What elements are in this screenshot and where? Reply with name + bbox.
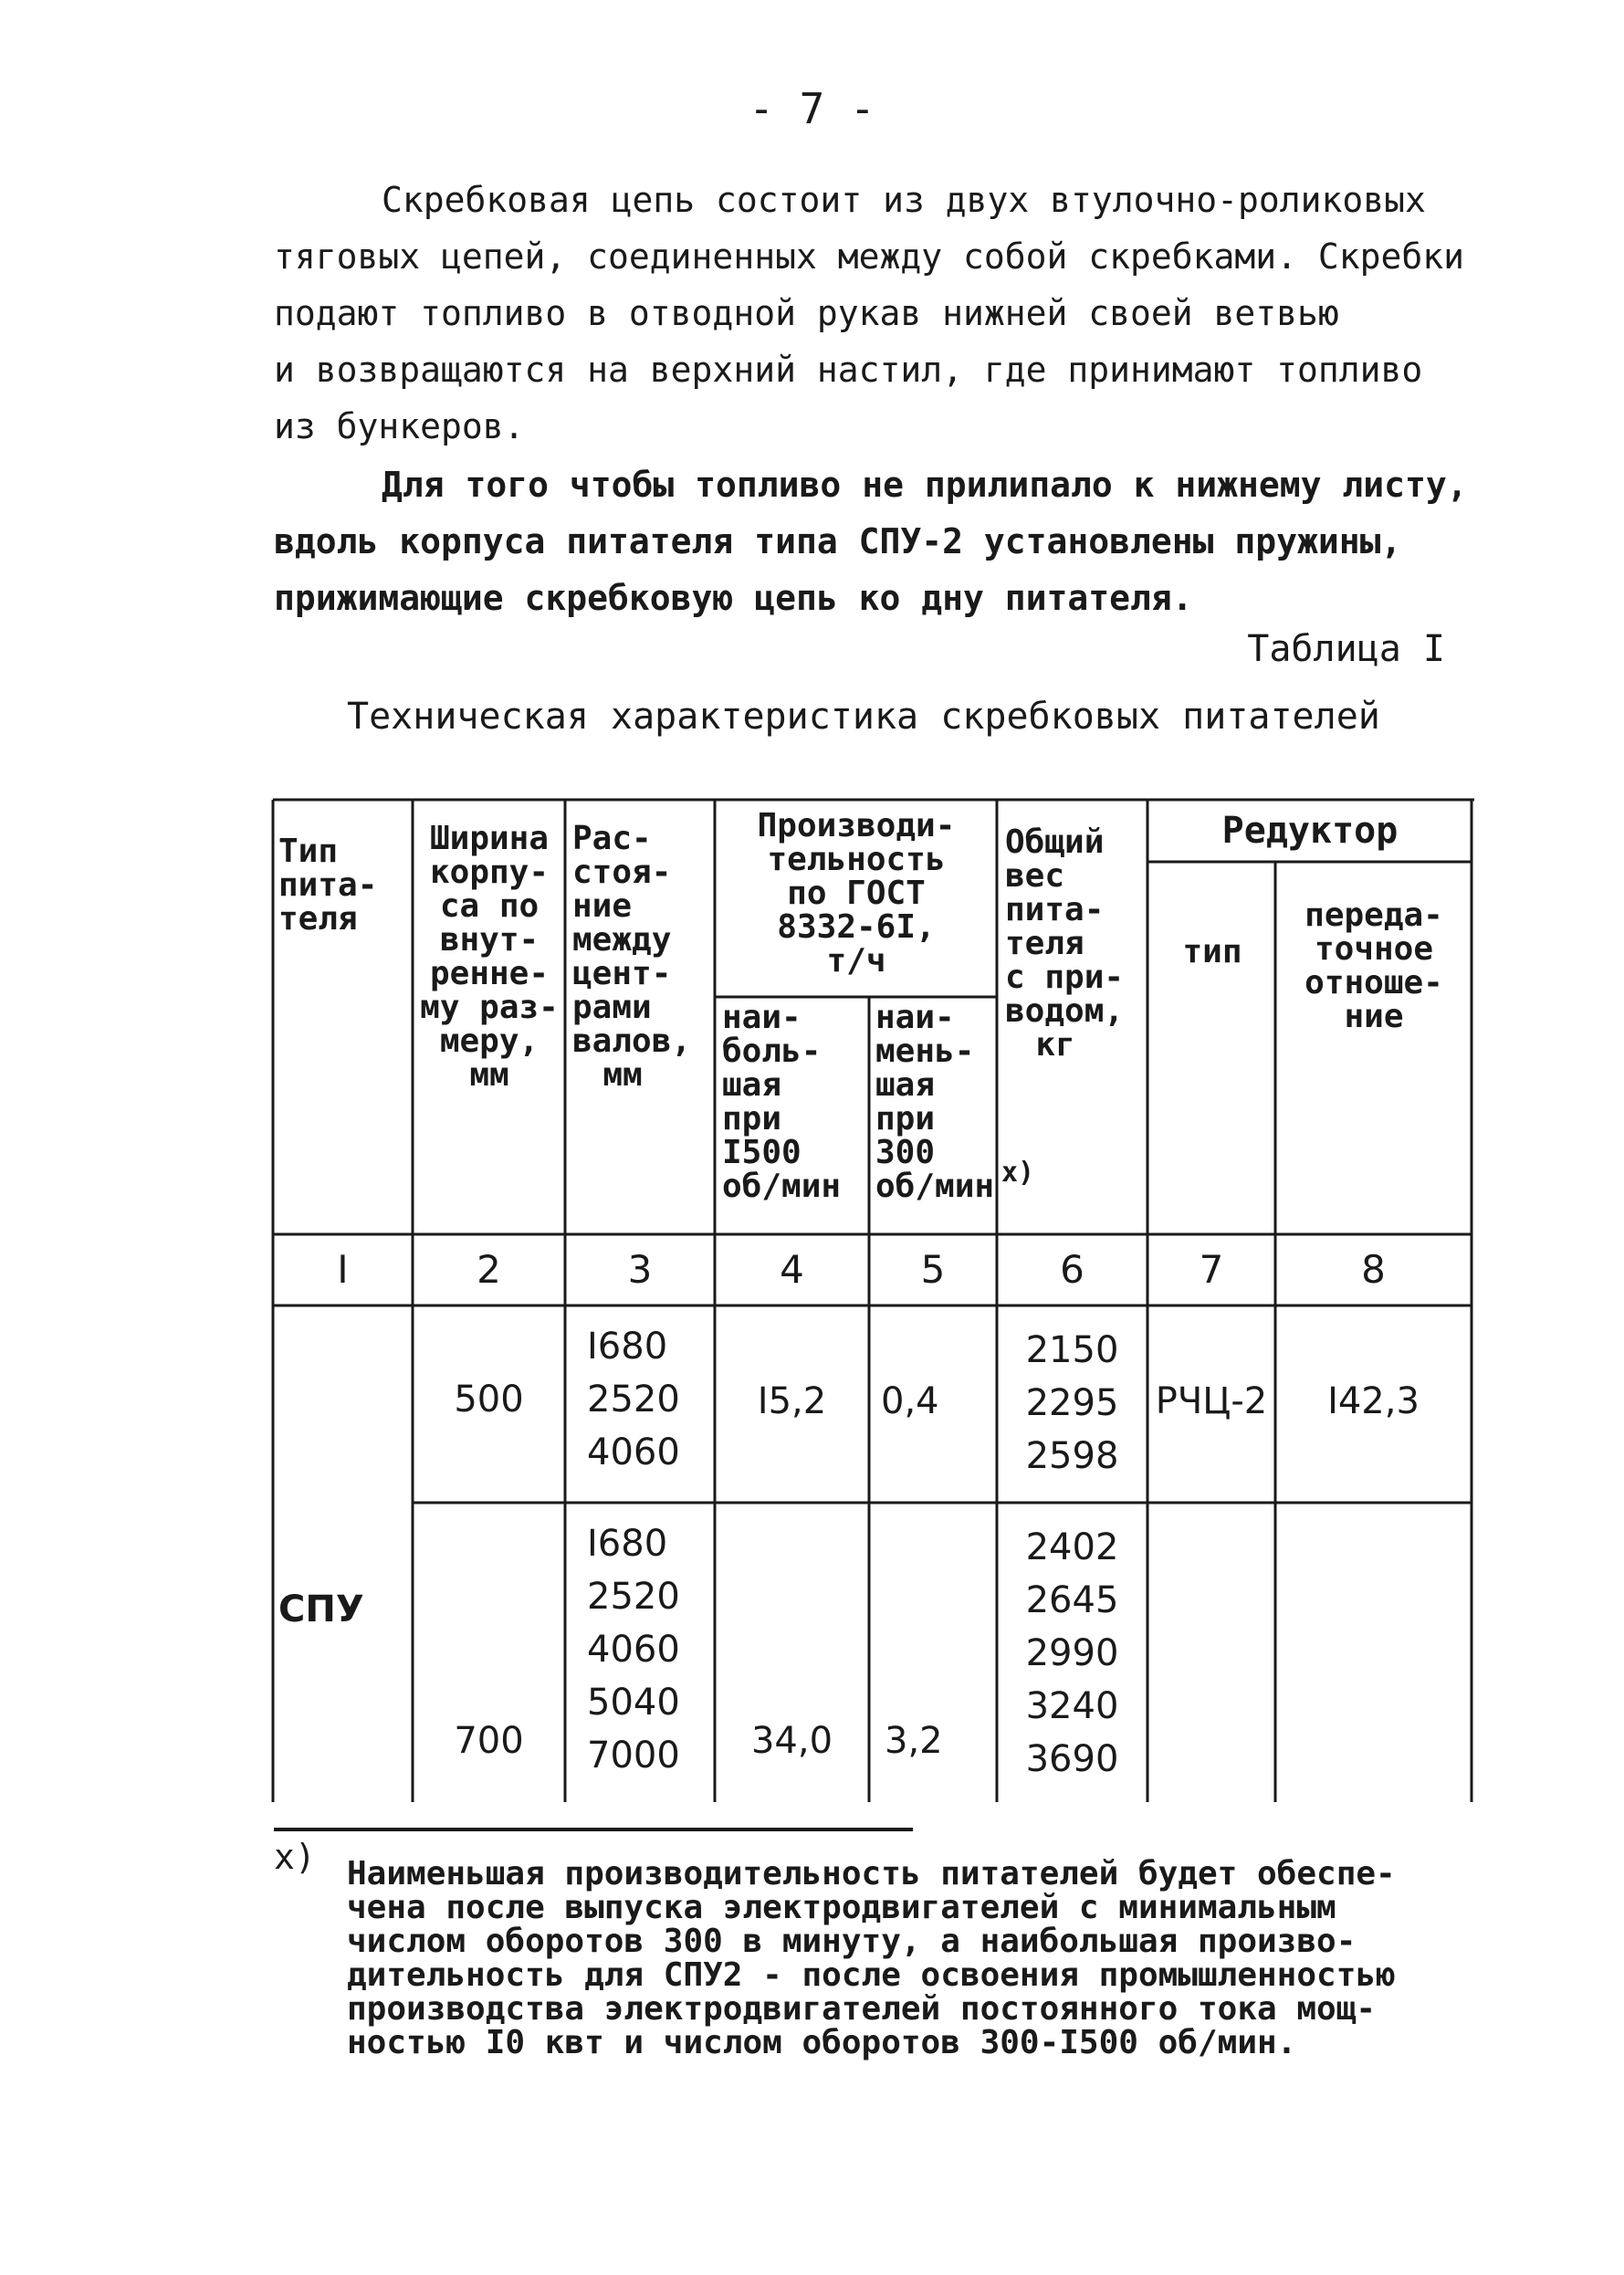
header-line: теля [1005, 925, 1084, 962]
header-line: наи- [722, 999, 802, 1036]
paragraph-line: и возвращаются на верхний настил, где принимают топливо [274, 350, 1423, 390]
header-line: корпу- [429, 854, 550, 891]
header-line: Производи- [757, 807, 956, 844]
header-line: Общий [1005, 823, 1105, 861]
header-line: между [572, 921, 672, 959]
header-line: шая [722, 1066, 782, 1104]
paragraph-line: тяговых цепей, соединенных между собой скребками. Скребки [274, 236, 1465, 277]
header-line: пита- [278, 866, 378, 904]
table-row-1-ratio: I42,3 [1327, 1380, 1420, 1422]
header-gear-ratio [1277, 898, 1471, 1033]
header-line: по ГОСТ [787, 875, 926, 912]
footnote-line: ностью I0 квт и числом оборотов 300-I500 об/мин. [347, 2024, 1297, 2061]
header-reducer: Редуктор [1221, 810, 1399, 852]
footnote-line: Наименьшая производительность питателей будет обеспе- [347, 1855, 1396, 1892]
header-weight [1005, 825, 1146, 1062]
header-line: мм [602, 1056, 643, 1094]
header-line: ренне- [429, 955, 550, 992]
table-row-1-reducer-type: РЧЦ-2 [1155, 1380, 1268, 1422]
table-label: Таблица I [1247, 628, 1445, 670]
header-line: стоя- [572, 854, 672, 891]
header-min-capacity [875, 1001, 1003, 1203]
value-line: 4060 [587, 1431, 680, 1473]
header-line: 8332-6I, [777, 908, 936, 946]
page-number: - 7 - [749, 84, 875, 133]
header-line: кг [1035, 1026, 1075, 1064]
header-type [278, 834, 411, 936]
table-row-2-min-capacity: 3,2 [885, 1720, 943, 1762]
paragraph-line: Скребковая цепь состоит из двух втулочно-роликовых [382, 180, 1426, 220]
paragraph-line: подают топливо в отводной рукав нижней своей ветвью [274, 293, 1339, 333]
header-line: мм [469, 1056, 509, 1094]
footnote-reference: х) [1001, 1157, 1035, 1189]
paragraph-line: вдоль корпуса питателя типа СПУ-2 установлены пружины, [274, 521, 1402, 561]
header-line: переда- [1304, 896, 1443, 934]
header-max-capacity [722, 1001, 868, 1203]
header-line: тип [1182, 933, 1242, 970]
value-line: I680 [587, 1523, 668, 1565]
header-line: боль- [722, 1033, 822, 1070]
value-line: 5040 [587, 1682, 680, 1724]
table-row-2-distances [587, 1517, 680, 1782]
header-line: рами [572, 989, 652, 1026]
table-row-1-max-capacity: I5,2 [757, 1380, 827, 1422]
value-line: 2295 [1025, 1382, 1119, 1424]
footnote-line: чена после выпуска электродвигателей с минимальным [347, 1889, 1336, 1926]
column-number: 5 [920, 1247, 946, 1292]
header-line: цент- [572, 955, 672, 992]
value-line: 3690 [1025, 1738, 1119, 1780]
header-line: 300 [875, 1134, 936, 1171]
header-line: Рас- [572, 820, 652, 857]
paragraph-2 [274, 456, 1488, 626]
header-line: точное [1314, 930, 1434, 968]
table-title: Техническая характеристика скребковых питателей [347, 696, 1380, 738]
column-number: 3 [627, 1247, 653, 1292]
header-line: наи- [875, 999, 955, 1036]
value-line: 2520 [587, 1576, 680, 1618]
header-line: внут- [439, 921, 540, 959]
column-number: I [337, 1247, 349, 1292]
value-line: I680 [587, 1326, 668, 1368]
value-line: 2520 [587, 1379, 680, 1421]
header-line: пита- [1005, 891, 1105, 928]
footnote [347, 1857, 1497, 2060]
paragraph-line: прижимающие скребковую цепь ко дну питателя. [274, 578, 1193, 618]
paragraph-line: Для того чтобы топливо не прилипало к нижнему листу, [382, 465, 1468, 505]
header-line: отноше- [1304, 964, 1443, 1001]
header-distance [572, 822, 715, 1092]
header-line: при [722, 1100, 782, 1138]
value-line: 7000 [587, 1735, 680, 1777]
table-row-1-width: 500 [454, 1379, 524, 1421]
header-line: теля [278, 900, 358, 938]
header-reducer-type [1149, 935, 1275, 969]
column-number: 2 [477, 1247, 501, 1292]
header-line: мень- [875, 1033, 975, 1070]
header-line: Ширина [429, 820, 550, 857]
header-line: валов, [572, 1022, 692, 1060]
header-line: об/мин [875, 1168, 995, 1205]
header-line: I500 [722, 1134, 802, 1171]
header-line: Тип [278, 833, 339, 870]
footnote-line: дительность для СПУ2 - после освоения промышленностью [347, 1956, 1396, 1994]
column-number: 7 [1199, 1247, 1224, 1292]
header-line: об/мин [722, 1168, 842, 1205]
header-line: тельность [767, 841, 946, 878]
footnote-line: производства электродвигателей постоянного тока мощ- [347, 1990, 1377, 2028]
footnote-mark: х) [274, 1837, 316, 1877]
header-line: са по [439, 887, 540, 925]
paragraph-1 [274, 172, 1488, 455]
value-line: 2598 [1025, 1435, 1119, 1477]
feeder-type: СПУ [278, 1588, 364, 1630]
column-number: 6 [1060, 1247, 1084, 1292]
specs-table [271, 798, 1476, 1802]
column-number: 8 [1361, 1247, 1386, 1292]
header-line: ние [572, 887, 633, 925]
value-line: 3240 [1025, 1685, 1119, 1727]
header-capacity [717, 809, 996, 978]
header-width [415, 822, 563, 1092]
value-line: 2150 [1025, 1329, 1119, 1371]
table-row-2-weights [997, 1521, 1147, 1786]
table-row-1-distances [587, 1320, 680, 1479]
footnote-rule [274, 1828, 913, 1831]
header-line: при [875, 1100, 936, 1138]
column-number: 4 [780, 1247, 804, 1292]
paragraph-line: из бункеров. [274, 406, 525, 446]
footnote-line: числом оборотов 300 в минуту, а наибольшая произво- [347, 1923, 1357, 1960]
header-line: му раз- [420, 989, 559, 1026]
header-line: т/ч [826, 942, 886, 980]
table-row-2-width: 700 [454, 1720, 524, 1762]
header-line: шая [875, 1066, 936, 1104]
value-line: 4060 [587, 1629, 680, 1671]
table-row-1-weights [997, 1324, 1147, 1483]
header-line: ние [1344, 998, 1404, 1035]
header-line: водом, [1005, 992, 1125, 1030]
header-line: меру, [439, 1022, 540, 1060]
table-row-1-min-capacity: 0,4 [881, 1380, 939, 1422]
value-line: 2990 [1025, 1632, 1119, 1674]
header-line: с при- [1005, 959, 1125, 996]
value-line: 2402 [1025, 1526, 1119, 1568]
header-line: вес [1005, 857, 1065, 895]
table-row-2-max-capacity: 34,0 [750, 1720, 833, 1762]
value-line: 2645 [1025, 1579, 1119, 1621]
